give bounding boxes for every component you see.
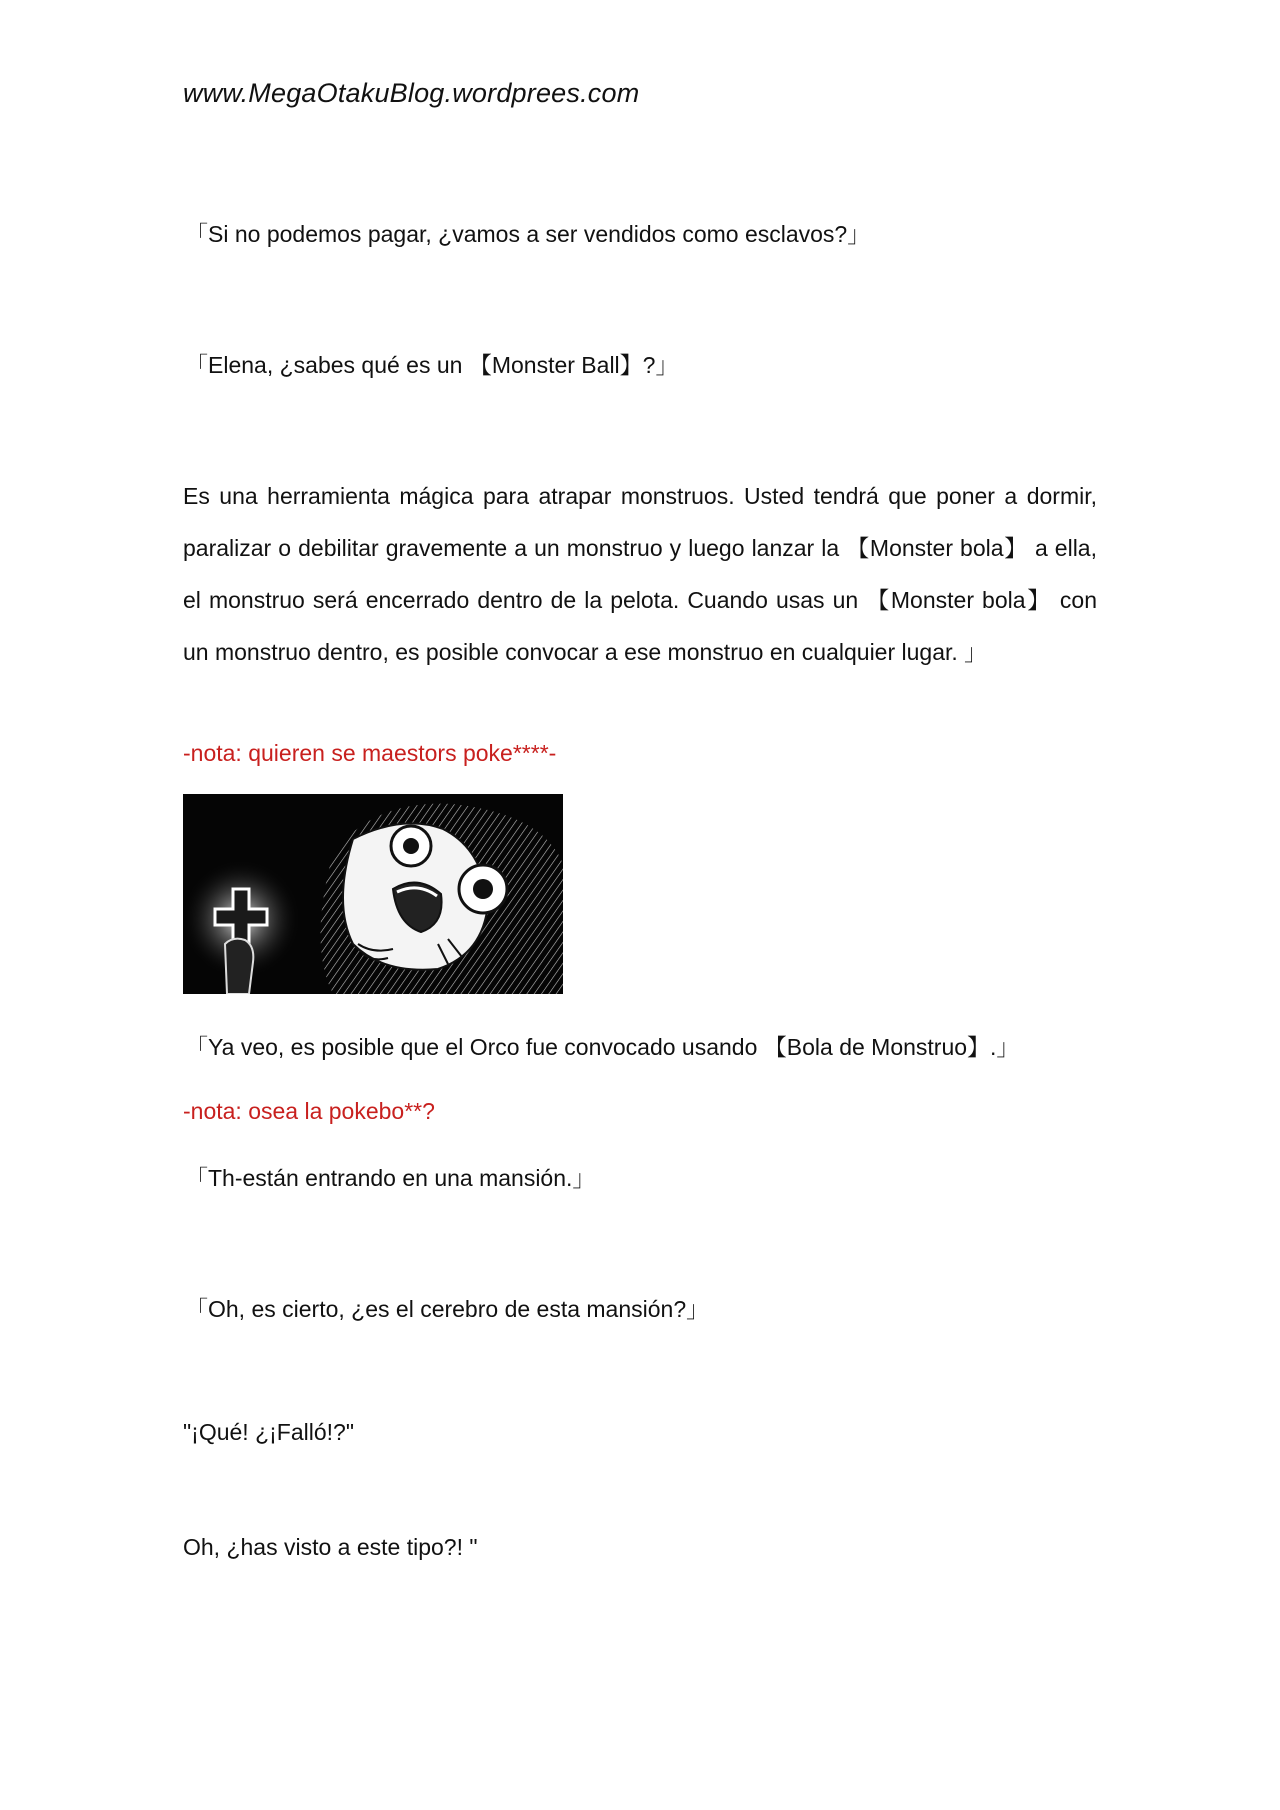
dialogue-line-7: Oh, ¿has visto a este tipo?! "	[183, 1534, 478, 1560]
explanation-paragraph: Es una herramienta mágica para atrapar monstruos. Usted tendrá que poner a dormir, paralizar o debilitar gravemente a un monstruo y luego lanzar la 【Monster bola】 a ella, el monstruo será encerrado dentro de la pelota. Cuando usas un 【Monster bola】 con un monstruo dentro, es posible convocar a ese monstruo en cualquier lugar. 」	[183, 483, 1097, 665]
dialogue-line-1: 「Si no podemos pagar, ¿vamos a ser vendidos como esclavos?」	[185, 221, 871, 247]
dialogue-line-5: 「Oh, es cierto, ¿es el cerebro de esta mansión?」	[185, 1296, 710, 1322]
dialogue-line-2: 「Elena, ¿sabes qué es un 【Monster Ball】?」	[185, 352, 679, 378]
translator-note-1: -nota: quieren se maestors poke****-	[183, 740, 557, 766]
dialogue-line-6: "¡Qué! ¿¡Falló!?"	[183, 1419, 354, 1445]
dialogue-line-3: 「Ya veo, es posible que el Orco fue convocado usando 【Bola de Monstruo】.」	[185, 1034, 1020, 1060]
rage-face-cross-image	[183, 794, 563, 994]
translator-note-2: -nota: osea la pokebo**?	[183, 1098, 435, 1124]
dialogue-line-4: 「Th-están entrando en una mansión.」	[185, 1165, 596, 1191]
blog-url-header: www.MegaOtakuBlog.wordprees.com	[183, 78, 640, 108]
